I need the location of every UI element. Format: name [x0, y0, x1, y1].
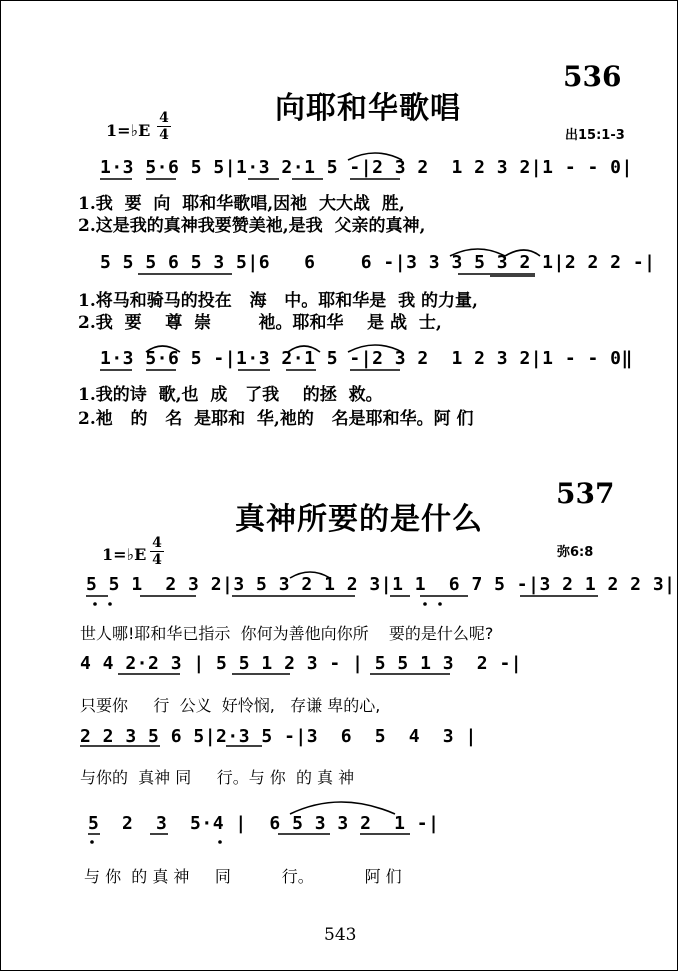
slur — [290, 802, 395, 814]
hymn-536-notes-line-2: 5 5 5 6 5 3 5|6 6 6 -|3 3 3 5 3 2 1|2 2 2 -| — [100, 252, 656, 273]
octave-dots — [90, 602, 442, 844]
slur — [146, 345, 402, 352]
hymn-537-lyric-3: 与你的 真神 同 行。与 你 的 真 神 — [80, 768, 355, 787]
page-number: 543 — [324, 925, 357, 945]
hymn-537-notes-line-1: 5 5 1 2 3 2|3 5 3 2 1 2 3|1 1 6 7 5 -|3 2 1 2 2 3| — [86, 574, 676, 595]
hymn-537-lyric-4: 与 你 的 真 神 同 行。 阿 们 — [84, 867, 402, 886]
hymn-536-notes-line-1: 1·3 5·6 5 5|1·3 2·1 5 -|2 3 2 1 2 3 2|1 - - 0| — [100, 157, 633, 178]
slur — [290, 572, 330, 578]
hymn-537-lyric-1: 世人哪!耶和华已指示 你何为善他向你所 要的是什么呢? — [80, 624, 494, 643]
hymn-536-lyric-2-1: 1.将马和骑马的投在 海 中。耶和华是 我 的力量, — [78, 291, 478, 311]
time-sig-bottom: 4 — [159, 127, 169, 143]
hymn-537-notes-line-4: 5 2 3 5·4 | 6 5 3 3 2 1 -| — [88, 813, 440, 834]
hymn-537-number: 537 — [556, 477, 615, 510]
hymn-537-scripture-ref: 弥6:8 — [557, 545, 594, 560]
hymn-537-lyric-2: 只要你 行 公义 好怜悯, 存谦 卑的心, — [80, 696, 381, 715]
time-sig-top: 4 — [159, 110, 169, 126]
hymn-536-key: 1=♭E — [106, 121, 151, 140]
hymn-537-key: 1=♭E — [102, 545, 147, 564]
time-sig-bottom: 4 — [152, 552, 162, 568]
hymn-536-scripture-ref: 出15:1-3 — [565, 128, 625, 143]
hymn-537-notes-line-3: 2 2 3 5 6 5|2·3 5 -|3 6 5 4 3 | — [80, 726, 477, 747]
hymn-536-title: 向耶和华歌唱 — [275, 91, 461, 126]
hymn-536-lyric-3-1: 1.我的诗 歌,也 成 了我 的拯 救。 — [78, 385, 383, 405]
hymn-537-notes-line-2: 4 4 2·2 3 | 5 5 1 2 3 - | 5 5 1 3 2 -| — [80, 653, 523, 674]
hymn-536-number: 536 — [563, 60, 622, 93]
beam-underlines — [138, 274, 535, 276]
time-sig-top: 4 — [152, 535, 162, 551]
hymn-536-lyric-3-2: 2.祂 的 名 是耶和 华,祂的 名是耶和华。阿 们 — [78, 409, 474, 429]
slur — [450, 249, 540, 256]
hymn-536-lyric-2-2: 2.我 要 尊 崇 祂。耶和华 是 战 士, — [78, 313, 442, 333]
slur — [348, 153, 402, 160]
hymn-536-notes-line-3: 1·3 5·6 5 -|1·3 2·1 5 -|2 3 2 1 2 3 2|1 - - 0‖ — [100, 348, 633, 369]
hymn-537-title: 真神所要的是什么 — [235, 502, 483, 537]
hymn-536-lyric-1-1: 1.我 要 向 耶和华歌唱,因祂 大大战 胜, — [78, 194, 405, 214]
hymn-536-lyric-1-2: 2.这是我的真神我要赞美祂,是我 父亲的真神, — [78, 216, 426, 236]
